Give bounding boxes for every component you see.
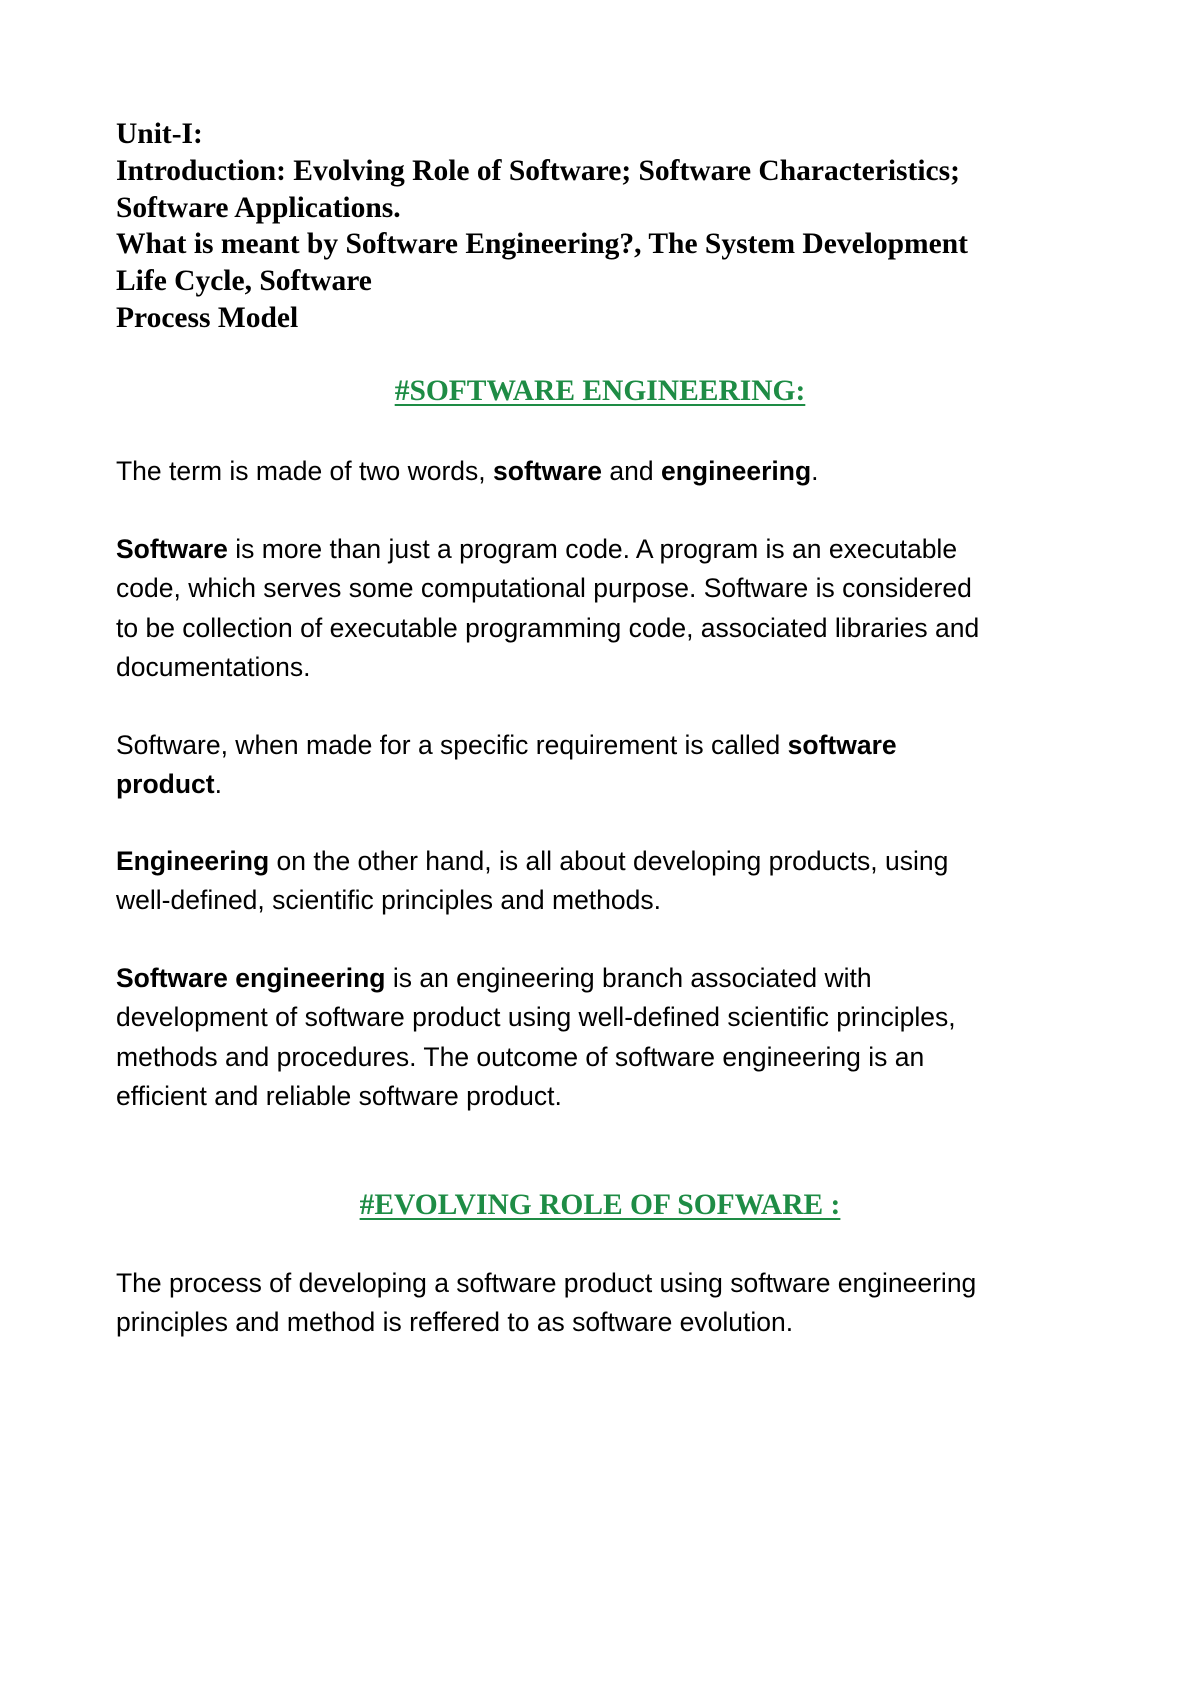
paragraph-line: code, which serves some computational purpose. Software is considered [116, 573, 972, 604]
header-line: What is meant by Software Engineering?, The System Development [116, 228, 968, 261]
paragraph-line: Software, when made for a specific requirement is called software [116, 730, 897, 760]
paragraph-line: Software engineering is an engineering branch associated with [116, 963, 872, 993]
header-line: Software Applications. [116, 191, 401, 224]
paragraph-line: development of software product using well-defined scientific principles, [116, 1002, 956, 1033]
paragraph-line: Engineering on the other hand, is all about developing products, using [116, 846, 949, 876]
paragraph-line: to be collection of executable programming code, associated libraries and [116, 612, 980, 643]
header-line: Process Model [116, 301, 299, 334]
header-line: Unit-I: [116, 118, 203, 150]
paragraph-line: methods and procedures. The outcome of software engineering is an [116, 1041, 925, 1072]
paragraph-line: The process of developing a software product using software engineering [116, 1268, 977, 1298]
paragraph-software-product [116, 726, 1106, 805]
paragraph-line: principles and method is reffered to as software evolution. [116, 1307, 794, 1338]
paragraph-line: efficient and reliable software product. [116, 1080, 562, 1111]
section-heading-software-engineering: #SOFTWARE ENGINEERING: [394, 375, 806, 407]
paragraph-line: Software is more than just a program code. A program is an executable [116, 534, 958, 564]
paragraph-software-evolution [116, 1264, 1106, 1343]
section-heading-evolving-role: #EVOLVING ROLE OF SOFWARE : [359, 1189, 841, 1221]
paragraph-line: product. [116, 769, 222, 800]
header-line: Life Cycle, Software [116, 265, 372, 298]
paragraph-term-definition [116, 452, 1106, 491]
unit-header [116, 116, 1096, 337]
paragraph-software-engineering-definition [116, 959, 1106, 1116]
paragraph-engineering-definition [116, 842, 1106, 921]
paragraph-software-definition [116, 530, 1106, 687]
header-line: Introduction: Evolving Role of Software; Software Characteristics; [116, 154, 960, 187]
paragraph-line: documentations. [116, 651, 311, 682]
paragraph-line: well-defined, scientific principles and methods. [116, 885, 661, 916]
paragraph-line: The term is made of two words, software and engineering. [116, 456, 819, 486]
